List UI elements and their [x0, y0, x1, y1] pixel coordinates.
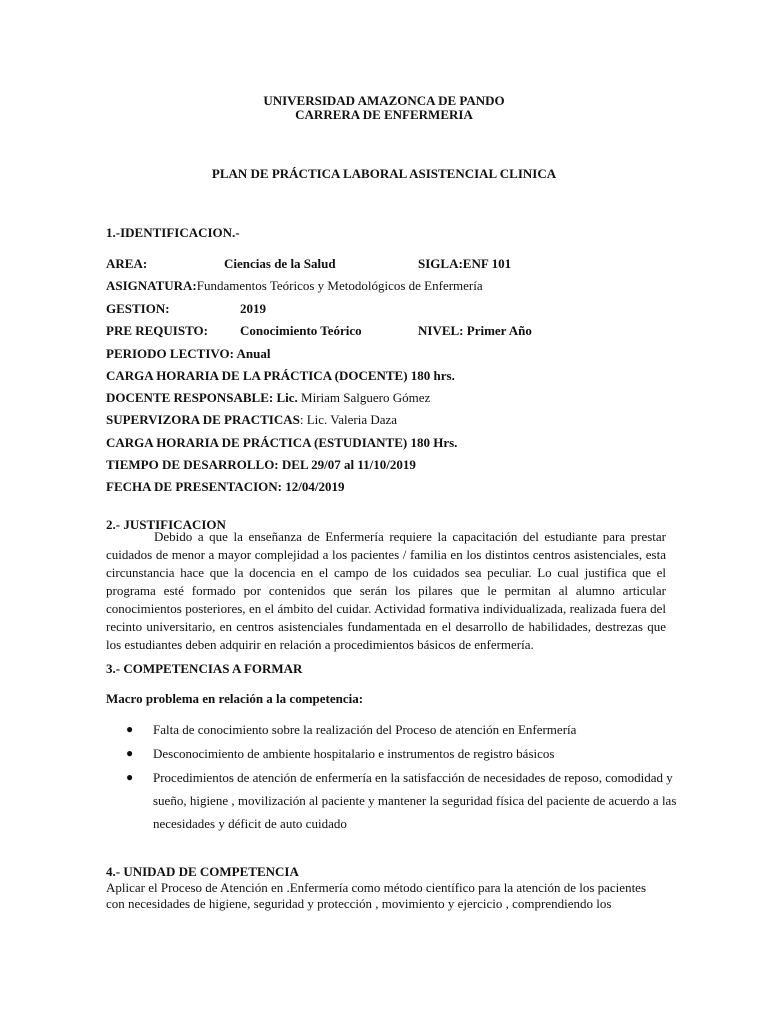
- asignatura-label: ASIGNATURA:: [106, 278, 197, 293]
- asignatura-field: [106, 278, 483, 294]
- unit-line-2: con necesidades de higiene, seguridad y protección , movimiento y ejercicio , comprendiendo los: [106, 896, 612, 911]
- sigla-label: SIGLA:: [418, 256, 463, 271]
- prereq-value: Conocimiento Teórico: [240, 323, 362, 338]
- university-name: UNIVERSIDAD AMAZONCA DE PANDO: [263, 93, 505, 108]
- supervisora-value: : Lic. Valeria Daza: [299, 412, 398, 427]
- bullet-icon: ●: [126, 722, 134, 736]
- prereq-label: PRE REQUISTO:: [106, 323, 208, 338]
- plan-title: PLAN DE PRÁCTICA LABORAL ASISTENCIAL CLINICA: [211, 166, 557, 181]
- career-name: CARRERA DE ENFERMERIA: [295, 107, 473, 122]
- periodo-field: PERIODO LECTIVO: Anual: [106, 346, 271, 361]
- list-item-continuation: sueño, higiene , movilización al paciente y mantener la seguridad física del paciente de acuerdo a las: [153, 793, 677, 808]
- tiempo-field: TIEMPO DE DESARROLLO: DEL 29/07 al 11/10/2019: [106, 457, 416, 472]
- sigla-field: [418, 256, 511, 272]
- docente-field: [106, 390, 430, 406]
- justification-body: Debido a que la enseñanza de Enfermería requiere la capacitación del estudiante para prestar cuidados de menor a mayor complejidad a los pacientes / familia en los distintos centros asistenciales, esta circunstancia hace que la docencia en el campo de los cuidados sea peculiar. Lo cual justifica que el programa esté formado por contenidos que serán los pilares que le permitan al alumno articular conocimientos posteriores, en el ámbito del cuidar. Actividad formativa individualizada, realizada fuera del recinto universitario, en centros asistenciales fundamentada en el desarrollo de habilidades, destrezas que los estudiantes deben adquirir en relación a procedimientos básicos de enfermería.: [106, 529, 666, 652]
- justification-heading: 2.- JUSTIFICACION: [106, 517, 226, 532]
- document-page: UNIVERSIDAD AMAZONCA DE PANDO CARRERA DE ENFERMERIA PLAN DE PRÁCTICA LABORAL ASISTENCIAL CLINICA 1.-IDENTIFICACION.- AREA: Ciencias de la Salud SIGLA:ENF 101 ASIGNATURA:Fundamentos Teóricos y Metodológicos de Enfermería GESTION: 2019 PRE REQUISTO: Conocimiento Teórico NIVEL: Primer Año PERIODO LECTIVO: Anual CARGA HORARIA DE LA PRÁCTICA (DOCENTE) 180 hrs. DOCENTE RESPONSABLE: Lic. Miriam Salguero Gómez SUPERVIZORA DE PRACTICAS: Lic. Valeria Daza CARGA HORARIA DE PRÁCTICA (ESTUDIANTE) 180 Hrs. TIEMPO DE DESARROLLO: DEL 29/07 al 11/10/2019 FECHA DE PRESENTACION: 12/04/2019 2.- JUSTIFICACION Debido a que la enseñanza de Enfermería requiere la capacitación del estudiante para prestar cuidados de menor a mayor complejidad a los pacientes / familia en los distintos centros asistenciales, esta circunstancia hace que la docencia en el campo de los cuidados sea peculiar. Lo cual justifica que el programa esté formado por contenidos que serán los pilares que le permitan al alumno articular conocimientos posteriores, en el ámbito del cuidar. Actividad formativa individualizada, realizada fuera del recinto universitario, en centros asistenciales fundamentada en el desarrollo de habilidades, destrezas que los estudiantes deben adquirir en relación a procedimientos básicos de enfermería. 3.- COMPETENCIAS A FORMAR Macro problema en relación a la competencia: ● Falta de conocimiento sobre la realización del Proceso de atención en Enfermería ● Desconocimiento de ambiente hospitalario e instrumentos de registro básicos ● Procedimientos de atención de enfermería en la satisfacción de necesidades de reposo, comodidad y sueño, higiene , movilización al paciente y mantener la seguridad física del paciente de acuerdo a las necesidades y déficit de auto cuidado 4.- UNIDAD DE COMPETENCIA Aplicar el Proceso de Atención en .Enfermería como método científico para la atención de los pacientes con necesidades de higiene, seguridad y protección , movimiento y ejercicio , comprendiendo los: [0, 0, 768, 1024]
- unit-line-1: Aplicar el Proceso de Atención en .Enfermería como método científico para la atención de los pacientes: [106, 880, 647, 895]
- competencies-subheading: Macro problema en relación a la competencia:: [106, 691, 364, 706]
- gestion-value: 2019: [240, 301, 266, 316]
- unit-heading: 4.- UNIDAD DE COMPETENCIA: [106, 864, 299, 879]
- bullet-icon: ●: [126, 770, 134, 784]
- asignatura-value: Fundamentos Teóricos y Metodológicos de Enfermería: [196, 278, 483, 293]
- docente-value: Miriam Salguero Gómez: [297, 390, 431, 405]
- supervisora-field: [106, 412, 397, 428]
- gestion-label: GESTION:: [106, 301, 170, 316]
- bullet-icon: ●: [126, 746, 134, 760]
- identification-heading: 1.-IDENTIFICACION.-: [106, 225, 240, 240]
- competencies-heading: 3.- COMPETENCIAS A FORMAR: [106, 661, 303, 676]
- fecha-field: FECHA DE PRESENTACION: 12/04/2019: [106, 479, 345, 494]
- list-item-continuation: necesidades y déficit de auto cuidado: [153, 816, 347, 831]
- area-label: AREA:: [106, 256, 148, 271]
- sigla-value: ENF 101: [462, 256, 512, 271]
- carga-docente-field: CARGA HORARIA DE LA PRÁCTICA (DOCENTE) 180 hrs.: [106, 368, 455, 383]
- docente-label: DOCENTE RESPONSABLE: Lic.: [106, 390, 298, 405]
- nivel-field: NIVEL: Primer Año: [418, 323, 532, 338]
- supervisora-label: SUPERVIZORA DE PRACTICAS: [106, 412, 300, 427]
- carga-estudiante-field: CARGA HORARIA DE PRÁCTICA (ESTUDIANTE) 180 Hrs.: [106, 435, 458, 450]
- area-value: Ciencias de la Salud: [224, 256, 336, 271]
